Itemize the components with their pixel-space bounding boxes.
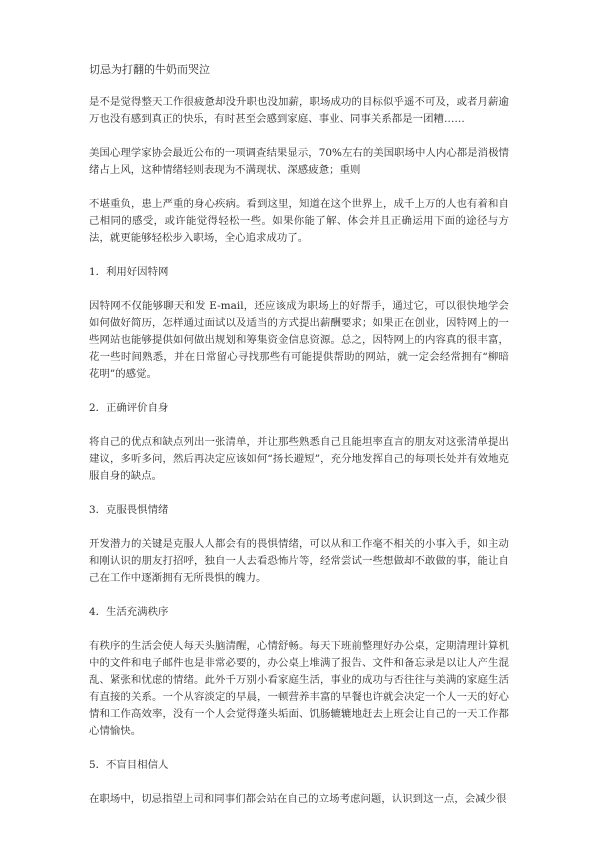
- section-heading-trust: 5．不盲目相信人: [89, 759, 169, 771]
- section-body-self-assessment: 将自己的优点和缺点列出一张清单，并让那些熟悉自己且能坦率直言的朋友对这张清单提出建议，多听多问，然后再决定应该如何“扬长避短”，充分地发挥自己的每项长处并有效地克服自身的缺点。: [89, 436, 509, 482]
- intro-paragraph-3: 不堪重负，患上严重的身心疾病。看到这里，知道在这个世界上，成千上万的人也有着和自己相同的感受，或许能觉得轻松一些。如果你能了解、体会并且正确运用下面的途径与方法，就更能够轻松步入职场，全心追求成功了。: [89, 198, 509, 244]
- section-body-trust: 在职场中，切忌指望上司和同事们都会站在自己的立场考虑问题，认识到这一点，会减少很: [89, 793, 507, 805]
- intro-paragraph-1: 是不是觉得整天工作很疲惫却没升职也没加薪，职场成功的目标似乎遥不可及，或者月薪逾万也没有感到真正的快乐，有时甚至会感到家庭、事业、同事关系都是一团糟……: [89, 96, 509, 125]
- section-heading-orderly-life: 4．生活充满秩序: [89, 606, 169, 618]
- section-heading-overcome-fear: 3．克服畏惧情绪: [89, 504, 169, 516]
- document-title: 切忌为打翻的牛奶而哭泣: [89, 63, 210, 76]
- intro-paragraph-2: 美国心理学家协会最近公布的一项调查结果显示，70%左右的美国职场中人内心都是消极情绪占上风，这种情绪轻则表现为不满现状、深感疲惫；重则: [89, 147, 509, 176]
- section-heading-internet: 1．利用好因特网: [89, 266, 169, 278]
- document-page: [89, 62, 509, 825]
- section-body-overcome-fear: 开发潜力的关键是克服人人都会有的畏惧情绪，可以从和工作毫不相关的小事入手，如主动和刚认识的朋友打招呼，独自一人去看恐怖片等，经常尝试一些想做却不敢做的事，能让自己在工作中逐渐拥有无所畏惧的魄力。: [89, 538, 509, 584]
- section-body-internet: 因特网不仅能够聊天和发 E-mail，还应该成为职场上的好帮手，通过它，可以很快地学会如何做好简历，怎样通过面试以及适当的方式提出薪酬要求；如果正在创业，因特网上的一些网站也能够提供如何做出规划和筹集资金信息资源。总之，因特网上的内容真的很丰富，花一些时间熟悉，并在日常留心寻找那些有可能提供帮助的网站，就一定会经常拥有“柳暗花明”的感觉。: [89, 300, 509, 380]
- section-body-orderly-life: 有秩序的生活会使人每天头脑清醒，心情舒畅。每天下班前整理好办公桌，定期清理计算机中的文件和电子邮件也是非常必要的，办公桌上堆满了报告、文件和备忘录是以让人产生混乱、紧张和忧虑的情绪。此外千万别小看家庭生活，事业的成功与否往往与美满的家庭生活有直接的关系。一个从容淡定的早晨，一顿营养丰富的早餐也许就会决定一个人一天的好心情和工作高效率，没有一个人会觉得蓬头垢面、饥肠辘辘地赶去上班会让自己的一天工作都心情愉快。: [89, 640, 509, 737]
- section-heading-self-assessment: 2．正确评价自身: [89, 402, 169, 414]
